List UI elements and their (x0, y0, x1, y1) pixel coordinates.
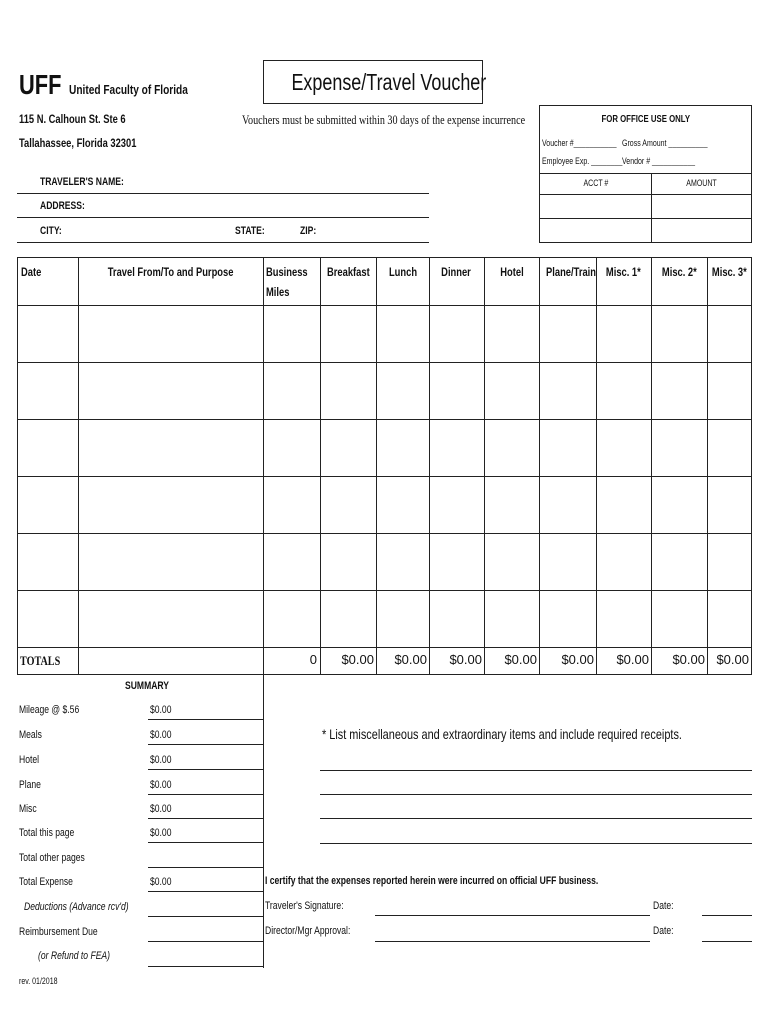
summary-meals-value: $0.00 (150, 729, 172, 741)
summary-total-page-label: Total this page (19, 827, 75, 839)
director-date-field[interactable] (702, 941, 752, 942)
total-dinner: $0.00 (449, 652, 482, 667)
header-breakfast: Breakfast (326, 265, 370, 279)
total-misc-2: $0.00 (672, 652, 705, 667)
state-label: STATE: (235, 225, 265, 237)
office-use-title: FOR OFFICE USE ONLY (601, 114, 690, 125)
summary-reimbursement-label: Reimbursement Due (19, 926, 98, 938)
org-address-line1: 115 N. Calhoun St. Ste 6 (19, 112, 126, 126)
summary-plane-value: $0.00 (150, 779, 172, 791)
acct-header: ACCT # (583, 178, 609, 188)
total-lunch: $0.00 (394, 652, 427, 667)
misc-line-4[interactable] (320, 843, 752, 844)
header-hotel: Hotel (499, 265, 524, 279)
misc-line-3[interactable] (320, 818, 752, 819)
summary-hotel-label: Hotel (19, 754, 40, 766)
summary-hotel-value: $0.00 (150, 754, 172, 766)
header-travel-purpose: Travel From/To and Purpose (107, 265, 234, 279)
city-state-zip-field[interactable] (17, 242, 429, 243)
summary-title: SUMMARY (125, 680, 170, 692)
header-lunch: Lunch (388, 265, 417, 279)
traveler-signature-field[interactable] (375, 915, 650, 916)
address-label: ADDRESS: (40, 200, 85, 212)
summary-refund-label: (or Refund to FEA) (38, 950, 111, 962)
total-miles: 0 (309, 652, 317, 667)
amount-header: AMOUNT (686, 178, 717, 188)
summary-total-other-label: Total other pages (19, 852, 85, 864)
total-plane-train: $0.00 (561, 652, 594, 667)
summary-plane-label: Plane (19, 779, 41, 791)
revision-label: rev. 01/2018 (19, 976, 58, 986)
totals-label: TOTALS (20, 653, 61, 668)
certification-statement: I certify that the expenses reported herein were incurred on official UFF business. (265, 875, 599, 887)
uff-logo: UFF (19, 69, 62, 100)
vendor-field[interactable]: Vendor # ___________ (622, 156, 696, 166)
summary-meals-label: Meals (19, 729, 42, 741)
summary-total-expense-value: $0.00 (150, 876, 172, 888)
summary-misc-label: Misc (19, 803, 37, 815)
header-dinner: Dinner (441, 265, 472, 279)
total-breakfast: $0.00 (341, 652, 374, 667)
address-field[interactable] (17, 217, 429, 218)
gross-amount-field[interactable]: Gross Amount __________ (622, 138, 708, 148)
zip-label: ZIP: (300, 225, 317, 237)
total-misc-1: $0.00 (616, 652, 649, 667)
form-title-box (263, 60, 487, 104)
summary-mileage-value: $0.00 (150, 704, 172, 716)
misc-note: * List miscellaneous and extraordinary items and include required receipts. (322, 726, 682, 742)
org-address-line2: Tallahassee, Florida 32301 (19, 136, 137, 150)
director-approval-label: Director/Mgr Approval: (265, 925, 351, 937)
traveler-name-field[interactable] (17, 193, 429, 194)
header-business-miles: Business Miles (266, 265, 308, 299)
expense-table (17, 257, 752, 675)
misc-line-1[interactable] (320, 770, 752, 771)
director-approval-field[interactable] (375, 941, 650, 942)
summary-deductions-field[interactable] (148, 916, 263, 917)
header-misc-3: Misc. 3* (711, 265, 747, 279)
header-plane-train: Plane/Train (546, 265, 596, 279)
summary-reimbursement-field[interactable] (148, 941, 263, 942)
traveler-signature-label: Traveler's Signature: (265, 900, 344, 912)
summary-deductions-label: Deductions (Advance rcv'd) (24, 901, 129, 913)
director-date-label: Date: (653, 925, 674, 937)
submission-notice: Vouchers must be submitted within 30 days of the expense incurrence (242, 112, 526, 127)
traveler-name-label: TRAVELER'S NAME: (40, 176, 124, 188)
total-hotel: $0.00 (504, 652, 537, 667)
header-misc-2: Misc. 2* (661, 265, 697, 279)
total-misc-3: $0.00 (716, 652, 749, 667)
summary-total-expense-label: Total Expense (19, 876, 73, 888)
summary-total-page-value: $0.00 (150, 827, 172, 839)
summary-total-other-field[interactable] (148, 867, 263, 868)
employee-exp-field[interactable]: Employee Exp. ________ (542, 156, 623, 166)
header-date: Date (21, 265, 42, 279)
summary-misc-value: $0.00 (150, 803, 172, 815)
traveler-date-label: Date: (653, 900, 674, 912)
form-title: Expense/Travel Voucher (291, 69, 487, 95)
summary-mileage-label: Mileage @ $.56 (19, 704, 80, 716)
misc-line-2[interactable] (320, 794, 752, 795)
header-misc-1: Misc. 1* (606, 265, 641, 279)
voucher-field[interactable]: Voucher #___________ (542, 138, 617, 148)
office-use-box (539, 105, 752, 243)
traveler-date-field[interactable] (702, 915, 752, 916)
org-name: United Faculty of Florida (69, 82, 188, 97)
city-label: CITY: (40, 225, 62, 237)
